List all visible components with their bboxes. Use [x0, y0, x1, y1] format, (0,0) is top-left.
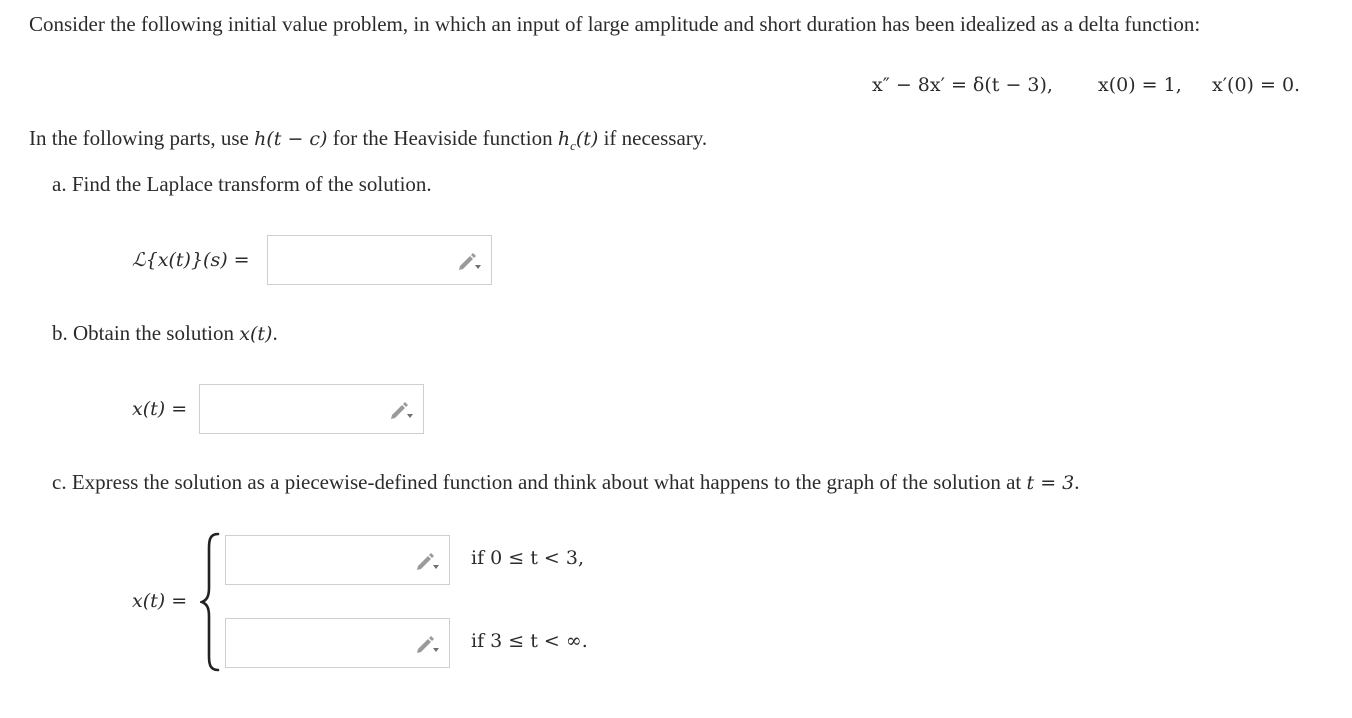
laplace-answer-field[interactable] [267, 235, 492, 285]
part-c-prompt-math: t = 3 [1026, 472, 1075, 494]
part-b-prompt-text: b. Obtain the solution [52, 321, 240, 345]
initial-condition-1: x(0) = 1, [1098, 74, 1182, 96]
note-heaviside: h [557, 128, 571, 150]
part-c-label: x(t) = [132, 590, 188, 612]
part-b-label: x(t) = [132, 398, 188, 420]
part-a-label: ℒ{x(t)}(s) = [132, 249, 250, 271]
initial-condition-2: x′(0) = 0. [1212, 74, 1301, 96]
note-prefix: In the following parts, use [29, 126, 255, 150]
note-suffix: if necessary. [598, 126, 708, 150]
part-c-prompt-text: c. Express the solution as a piecewise-defined function and think about what happens to the graph of the solution at [52, 470, 1027, 494]
note-notation: h(t − c) [254, 128, 328, 150]
piece-1-condition: if 0 ≤ t < 3, [471, 547, 584, 569]
part-b-prompt [52, 321, 278, 346]
note-middle: for the Heaviside function [327, 126, 558, 150]
note-heaviside-sub: c [570, 138, 576, 154]
pencil-icon[interactable] [414, 551, 440, 571]
pencil-icon[interactable] [414, 634, 440, 654]
part-a-prompt: a. Find the Laplace transform of the solution. [52, 172, 432, 196]
pencil-icon[interactable] [388, 400, 414, 420]
heaviside-note [29, 126, 707, 154]
note-heaviside-arg: (t) [575, 128, 599, 150]
solution-answer-field[interactable] [199, 384, 424, 434]
piece-2-answer-field[interactable] [225, 618, 450, 668]
piece-2-condition: if 3 ≤ t < ∞. [471, 630, 588, 652]
piece-1-answer-field[interactable] [225, 535, 450, 585]
intro-text: Consider the following initial value problem, in which an input of large amplitude and short duration has been idealized as a delta function: [29, 12, 1201, 36]
part-b-prompt-var: x(t) [239, 323, 273, 345]
part-c-prompt [52, 470, 1080, 495]
ode-equation: x″ − 8x′ = δ(t − 3), [872, 74, 1053, 96]
pencil-icon[interactable] [456, 251, 482, 271]
part-c-prompt-suffix: . [1074, 470, 1080, 494]
part-b-prompt-suffix: . [272, 321, 278, 345]
left-brace [200, 532, 222, 672]
